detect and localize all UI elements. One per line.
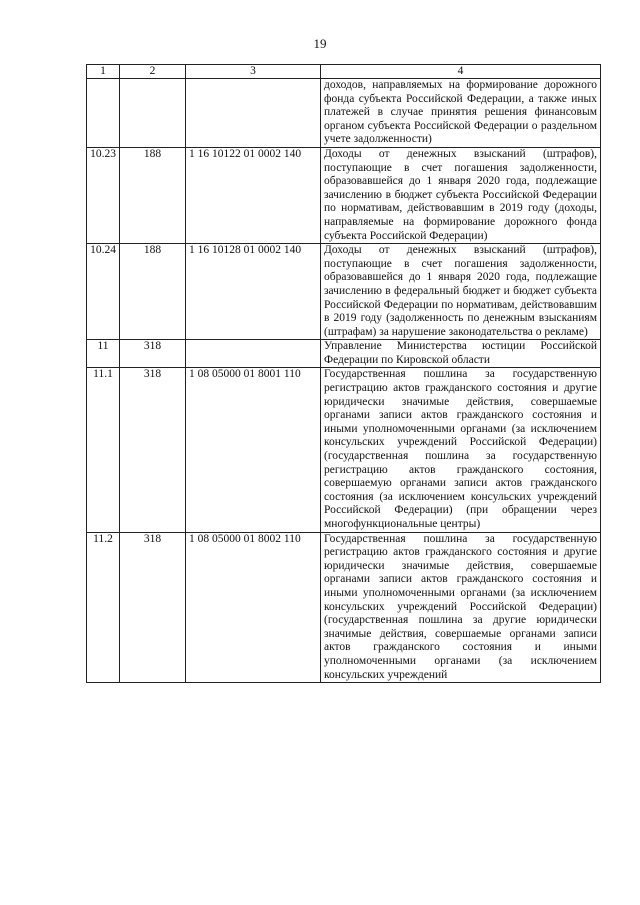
- table-row: [87, 79, 601, 148]
- row-number: 11: [87, 340, 120, 368]
- administrator-code: 188: [120, 244, 186, 340]
- table-row: [87, 244, 601, 340]
- table-row: [87, 340, 601, 368]
- budget-classification-code: 1 08 05000 01 8002 110: [186, 532, 321, 683]
- budget-classification-code: 1 16 10122 01 0002 140: [186, 147, 321, 243]
- administrator-code: 188: [120, 147, 186, 243]
- revenue-description: Доходы от денежных взысканий (штрафов), поступающие в счет погашения задолженности, образовавшейся до 1 января 2020 года, подлежащие зачислению в федеральный бюджет и бюджет субъекта Российской Федерации по нормативам, действовавшим в 2019 году (задолженность по денежным взысканиям (штрафам) за нарушение законодательства о рекламе): [321, 244, 601, 340]
- revenue-description: Управление Министерства юстиции Российской Федерации по Кировской области: [321, 340, 601, 368]
- row-number: 10.23: [87, 147, 120, 243]
- administrator-code: 318: [120, 340, 186, 368]
- revenue-description: Государственная пошлина за государственную регистрацию актов гражданского состояния и другие юридически значимые действия, совершаемые органами записи актов гражданского состояния и иными уполномоченными органами (за исключением консульских учреждений Российской Федерации) (государственная пошлина за государственную регистрацию актов гражданского состояния, совершаемую органами записи актов гражданского состояния (за исключением консульских учреждений Российской Федерации) (при обращении через многофункциональные центры): [321, 368, 601, 532]
- table-row: [87, 532, 601, 683]
- revenue-codes-table: [86, 64, 601, 683]
- row-number: 11.2: [87, 532, 120, 683]
- row-number: [87, 79, 120, 148]
- column-header-3: 3: [186, 65, 321, 79]
- page-number: 19: [313, 36, 327, 51]
- column-header-2: 2: [120, 65, 186, 79]
- revenue-description: доходов, направляемых на формирование дорожного фонда субъекта Российской Федерации, а также иных платежей в случае принятия решения финансовым органом субъекта Российской Федерации о раздельном учете задолженности): [321, 79, 601, 148]
- column-header-1: 1: [87, 65, 120, 79]
- table-row: [87, 368, 601, 532]
- revenue-description: Государственная пошлина за государственную регистрацию актов гражданского состояния и другие юридически значимые действия, совершаемые органами записи актов гражданского состояния и иными уполномоченными органами (за исключением консульских учреждений Российской Федерации) (государственная пошлина за другие юридически значимые действия, совершаемые органами записи актов гражданского состояния и иными уполномоченными органами (за исключением консульских учреждений: [321, 532, 601, 683]
- budget-classification-code: 1 16 10128 01 0002 140: [186, 244, 321, 340]
- administrator-code: [120, 79, 186, 148]
- row-number: 11.1: [87, 368, 120, 532]
- column-header-4: 4: [321, 65, 601, 79]
- administrator-code: 318: [120, 532, 186, 683]
- row-number: 10.24: [87, 244, 120, 340]
- revenue-description: Доходы от денежных взысканий (штрафов), поступающие в счет погашения задолженности, образовавшейся до 1 января 2020 года, подлежащие зачислению в бюджет субъекта Российской Федерации по нормативам, действовавшим в 2019 году (доходы, направляемые на формирование дорожного фонда субъекта Российской Федерации): [321, 147, 601, 243]
- table-header-row: [87, 65, 601, 79]
- budget-classification-code: [186, 79, 321, 148]
- administrator-code: 318: [120, 368, 186, 532]
- budget-classification-code: [186, 340, 321, 368]
- table-row: [87, 147, 601, 243]
- budget-classification-code: 1 08 05000 01 8001 110: [186, 368, 321, 532]
